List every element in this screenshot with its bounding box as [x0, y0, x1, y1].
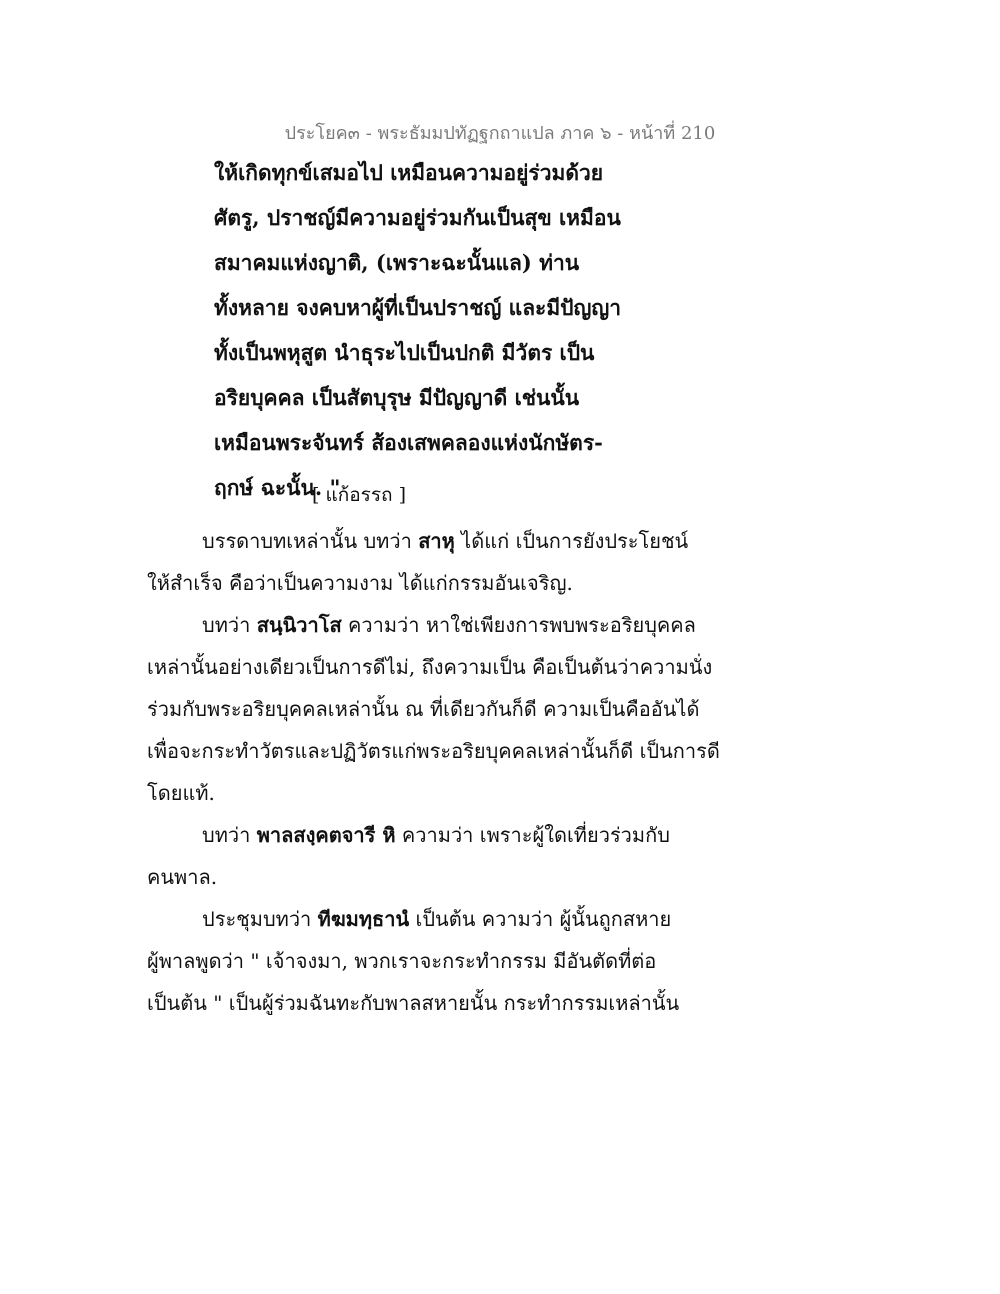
pali-term: สนฺนิวาโส — [256, 613, 342, 637]
verse-line: เหมือนพระจันทร์ ส้องเสพคลองแห่งนักษัตร- — [214, 430, 603, 455]
verse-line: ศัตรู, ปราชญ์มีความอยู่ร่วมกันเป็นสุข เหมือน — [214, 205, 621, 230]
verse-translation — [214, 150, 634, 510]
paragraph-line — [147, 814, 707, 856]
running-header — [0, 118, 1000, 147]
paragraph-line: ให้สำเร็จ คือว่าเป็นความงาม ได้แก่กรรมอันเจริญ. — [147, 571, 573, 595]
verse-line: อริยบุคคล เป็นสัตบุรุษ มีปัญญาดี เช่นนั้น — [214, 385, 580, 410]
paragraph-line: เป็นต้น " เป็นผู้ร่วมฉันทะกับพาลสหายนั้น กระทำกรรมเหล่านั้น — [147, 991, 680, 1015]
verse-line: สมาคมแห่งญาติ, (เพราะฉะนั้นแล) ท่าน — [214, 250, 580, 275]
paragraph-line: เหล่านั้นอย่างเดียวเป็นการดีไม่, ถึงความเป็น คือเป็นต้นว่าความนั่ง — [147, 655, 713, 679]
paragraph-line — [147, 520, 707, 562]
text-span: ความว่า เพราะผู้ใดเที่ยวร่วมกับ — [395, 823, 670, 847]
paragraph-line — [147, 604, 707, 646]
verse-line: ให้เกิดทุกข์เสมอไป เหมือนความอยู่ร่วมด้วย — [214, 160, 604, 185]
verse-line: ทั้งเป็นพหุสูต นำธุระไปเป็นปกติ มีวัตร เป็น — [214, 340, 595, 365]
text-span: ความว่า หาใช่เพียงการพบพระอริยบุคคล — [341, 613, 696, 637]
text-span: บทว่า — [202, 613, 257, 637]
commentary-body — [147, 520, 720, 1024]
paragraph-line: ผู้พาลพูดว่า " เจ้าจงมา, พวกเราจะกระทำกรรม มีอันตัดที่ต่อ — [147, 949, 657, 973]
pali-term: พาลสงฺคตจารี หิ — [256, 823, 396, 847]
text-span: บรรดาบทเหล่านั้น บทว่า — [202, 529, 419, 553]
verse-line: ทั้งหลาย จงคบหาผู้ที่เป็นปราชญ์ และมีปัญญา — [214, 295, 622, 320]
text-span: บทว่า — [202, 823, 257, 847]
paragraph-line: โดยแท้. — [147, 781, 215, 805]
text-span: ประชุมบทว่า — [202, 907, 318, 931]
pali-term: ทีฆมทฺธานํ — [317, 907, 410, 931]
verse-line: ฤกษ์ ฉะนั้น. " — [214, 475, 341, 500]
text-span: เป็นต้น ความว่า ผู้นั้นถูกสหาย — [409, 907, 672, 931]
paragraph-line — [147, 898, 707, 940]
running-head-text: ประโยค๓ - พระธัมมปทัฏฐกถาแปล ภาค ๖ - หน้าที่ 210 — [284, 123, 716, 144]
section-heading: [ แก้อรรถ ] — [312, 484, 406, 506]
paragraph-line: เพื่อจะกระทำวัตรและปฏิวัตรแก่พระอริยบุคคลเหล่านั้นก็ดี เป็นการดี — [147, 739, 720, 763]
paragraph-line: ร่วมกับพระอริยบุคคลเหล่านั้น ณ ที่เดียวกันก็ดี ความเป็นคืออันได้ — [147, 697, 700, 721]
pali-term: สาหุ — [418, 529, 455, 553]
paragraph-line: คนพาล. — [147, 865, 218, 889]
text-span: ได้แก่ เป็นการยังประโยชน์ — [454, 529, 689, 553]
